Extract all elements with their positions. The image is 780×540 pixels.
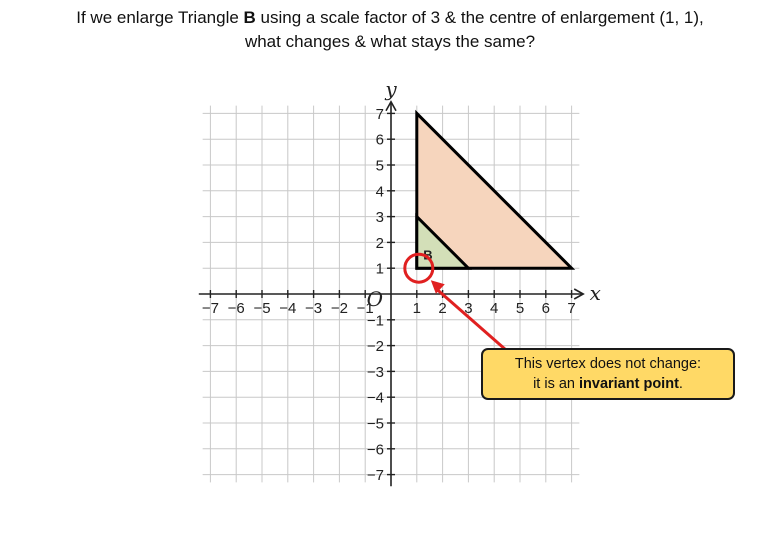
- title-text: If we enlarge Triangle: [76, 8, 244, 27]
- y-axis-name: y: [385, 76, 397, 101]
- triangle-b-label: B: [423, 247, 433, 263]
- x-tick-label: 2: [438, 300, 447, 317]
- y-tick-label: 1: [375, 260, 384, 278]
- x-tick-label: −4: [279, 300, 297, 317]
- y-tick-label: −1: [366, 312, 384, 330]
- title-line-2: what changes & what stays the same?: [244, 32, 536, 51]
- callout-end-text: .: [678, 376, 683, 392]
- callout-line-2: [483, 374, 733, 394]
- x-tick-label: 6: [541, 300, 550, 317]
- y-tick-label: −7: [366, 467, 384, 485]
- y-tick-label: −6: [366, 441, 384, 459]
- title-text-2: using a scale factor of 3 & the centre of enlargement (1, 1),: [255, 8, 704, 27]
- x-tick-label: 5: [515, 300, 525, 317]
- origin-label: O: [366, 287, 383, 311]
- x-tick-label: −7: [201, 300, 219, 317]
- y-tick-label: −3: [366, 363, 384, 381]
- y-tick-label: −5: [366, 415, 384, 433]
- y-tick-label: −4: [366, 389, 384, 407]
- y-tick-label: 4: [375, 183, 384, 201]
- y-tick-label: 6: [375, 131, 384, 149]
- callout-bold-text: invariant point: [579, 376, 679, 392]
- callout-line-1: This vertex does not change:: [514, 356, 702, 372]
- invariant-point-callout: [481, 348, 735, 400]
- y-tick-label: 2: [375, 234, 384, 252]
- x-tick-label: −3: [305, 300, 323, 317]
- x-tick-label: −5: [253, 300, 271, 317]
- title-triangle-name: B: [243, 8, 256, 27]
- y-tick-label: 7: [375, 105, 384, 123]
- y-tick-label: −2: [366, 338, 384, 356]
- x-tick-label: 4: [490, 300, 499, 317]
- y-tick-label: 3: [375, 209, 384, 227]
- x-axis-name: x: [589, 281, 601, 305]
- x-tick-label: 1: [412, 300, 421, 317]
- callout-text: it is an: [533, 376, 579, 392]
- x-tick-label: −1: [356, 300, 374, 317]
- x-tick-label: −6: [227, 300, 245, 317]
- x-tick-label: −2: [330, 300, 348, 317]
- x-tick-label: 7: [567, 300, 576, 317]
- axes: [199, 102, 583, 486]
- x-tick-label: 3: [464, 300, 473, 317]
- y-tick-label: 5: [375, 157, 384, 175]
